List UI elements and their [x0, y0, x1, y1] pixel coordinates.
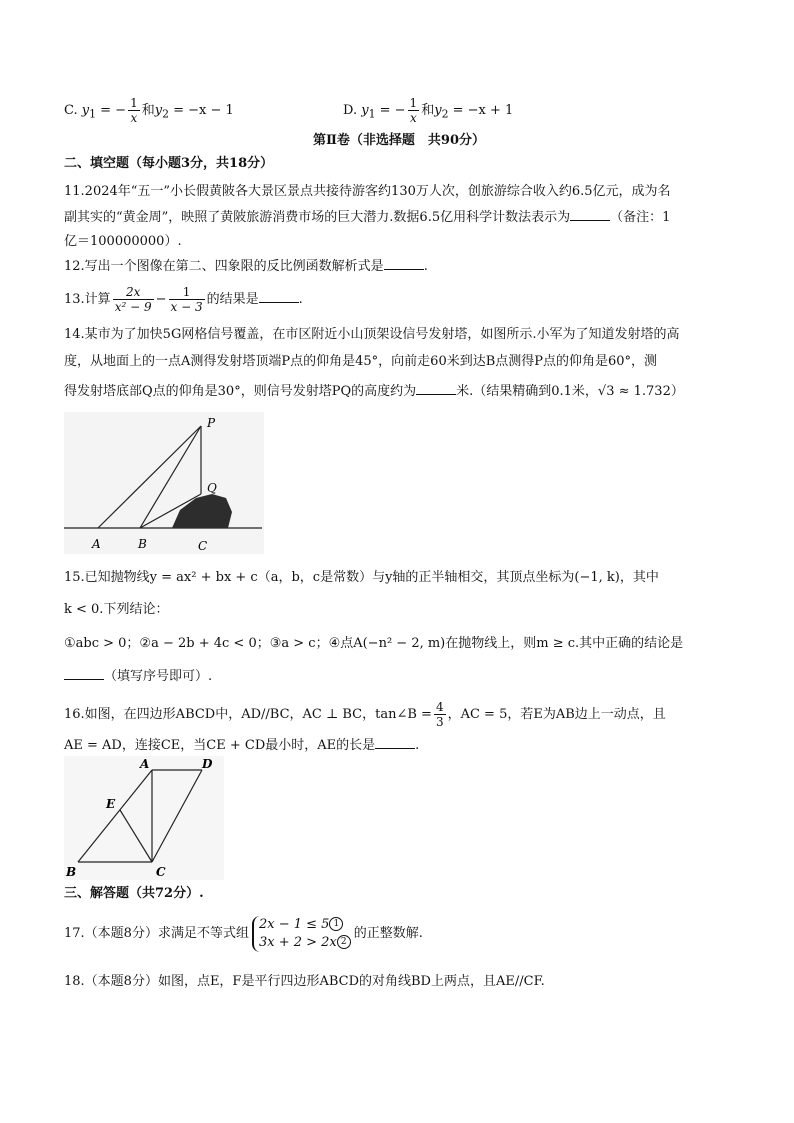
- figure-background: [64, 412, 264, 554]
- q16-line2: AE = AD，连接CE，当CE + CD最小时，AE的长是 .: [64, 738, 420, 753]
- q13-fraction-2: $\frac{1}{x - 3}$: [170, 285, 203, 314]
- label-a: A: [92, 537, 101, 551]
- q16-quadrilateral-figure: [64, 756, 224, 880]
- label-q: Q: [207, 481, 217, 495]
- option-c: C. $y_1$ = − $\frac{1}{x}$ 和$y_2 = -x - 1$: [64, 96, 234, 125]
- answer-blank: [64, 667, 104, 680]
- option-d-label: D.: [343, 103, 358, 118]
- label-d: D: [202, 757, 213, 771]
- part2-title: 第Ⅱ卷（非选择题 共90分）: [312, 133, 486, 148]
- answer-blank: [384, 257, 424, 270]
- answer-blank: [416, 382, 456, 395]
- circled-two: 2: [337, 935, 351, 949]
- label-c: C: [156, 865, 166, 879]
- tan-fraction: $\frac{4}{3}$: [435, 700, 444, 729]
- q15-line4: （填写序号即可）.: [64, 667, 734, 687]
- q15-line3: ①abc > 0；②a − 2b + 4c < 0；③a > c；④点A(−n² − 2, m)在抛物线上，则m ≥ c.其中正确的结论是: [64, 636, 684, 651]
- label-b: B: [66, 865, 77, 879]
- q13: 13.计算 $\frac{2x}{\text{x² − 9}}$ − $\frac{1}{x - 3}$ 的结果是 .: [64, 285, 303, 314]
- label-p: P: [207, 416, 216, 430]
- q15-line1: 15.已知抛物线y = ax² + bx + c（a，b，c是常数）与y轴的正半轴相交，其顶点坐标为(−1, k)，其中: [64, 570, 659, 585]
- q18: 18.（本题8分）如图，点E，F是平行四边形ABCD的对角线BD上两点，且AE//CF.: [64, 974, 545, 989]
- section3-heading: 三、解答题（共72分）.: [64, 886, 204, 901]
- option-c-fraction: $\frac{1}{x}$: [130, 96, 138, 125]
- q13-fraction-1: $\frac{2x}{\text{x² − 9}}$: [114, 285, 152, 314]
- label-a: A: [140, 757, 150, 771]
- section2-heading: 二、填空题（每小题3分，共18分）: [64, 156, 274, 171]
- q17: 17.（本题8分）求满足不等式组 2x − 1 ≤ 5 1 3x + 2 > 2x 2 的正整数解.: [64, 916, 423, 950]
- answer-blank: [375, 736, 415, 749]
- option-d-fraction: $\frac{1}{x}$: [409, 96, 418, 125]
- label-e: E: [106, 797, 116, 811]
- q11-line2: 副其实的“黄金周”，映照了黄陂旅游消费市场的巨大潜力.数据6.5亿用科学计数法表示为 （备注：1: [64, 210, 671, 225]
- answer-blank: [259, 290, 299, 303]
- q14-line2: 度，从地面上的一点A测得发射塔顶端P点的仰角是45°，向前走60米到达B点测得P点的仰角是60°，测: [64, 354, 658, 369]
- q14-line1: 14.某市为了加快5G网格信号覆盖，在市区附近小山顶架设信号发射塔，如图所示.小军为了知道发射塔的高: [64, 327, 680, 342]
- q14-line3: 得发射塔底部Q点的仰角是30°，则信号发射塔PQ的高度约为 米.（结果精确到0.1米，√3 ≈ 1.732）: [64, 384, 684, 399]
- q11-line3: 亿＝100000000）.: [64, 234, 182, 249]
- option-d: D. $y_1$ = − $\frac{1}{x}$ 和$y_2 = -x + 1$: [343, 96, 514, 125]
- label-c: C: [198, 539, 208, 553]
- q14-tower-figure: [64, 412, 264, 554]
- q16-line1: 16.如图，在四边形ABCD中，AD//BC，AC ⊥ BC，tan∠B = $\frac{4}{3}$ ，AC = 5，若E为AB边上一动点，且: [64, 700, 666, 729]
- answer-blank: [570, 208, 610, 221]
- option-c-label: C.: [64, 103, 78, 118]
- q12: 12.写出一个图像在第二、四象限的反比例函数解析式是 .: [64, 259, 428, 274]
- label-b: B: [138, 537, 147, 551]
- q11-line1: 11.2024年“五一”小长假黄陂各大景区景点共接待游客约130万人次，创旅游综合收入约6.5亿元，成为名: [64, 184, 671, 199]
- circled-one: 1: [329, 917, 343, 931]
- q15-line2: k < 0.下列结论：: [64, 602, 169, 617]
- inequality-system: 2x − 1 ≤ 5 1 3x + 2 > 2x 2: [252, 916, 351, 952]
